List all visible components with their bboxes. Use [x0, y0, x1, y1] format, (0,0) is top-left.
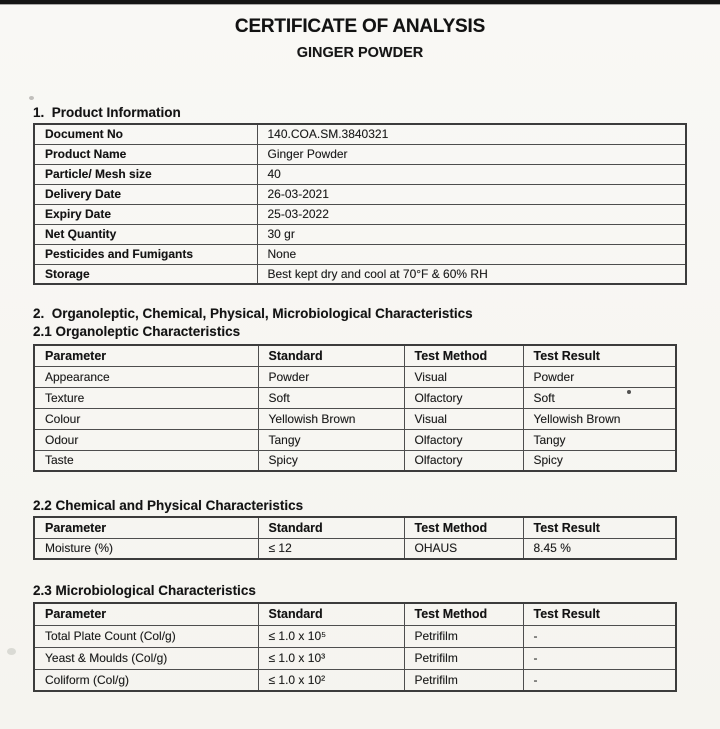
table-cell: Olfactory: [404, 450, 523, 471]
table-cell: Storage: [34, 264, 257, 284]
section-heading-product-information: 1. Product Information: [33, 105, 181, 120]
table-cell: Yeast & Moulds (Col/g): [34, 647, 258, 669]
table-cell: Spicy: [523, 450, 676, 471]
table-cell: 26-03-2021: [257, 184, 686, 204]
chemical-physical-characteristics-table: [33, 516, 677, 560]
table-cell: Tangy: [258, 429, 404, 450]
document-subtitle: GINGER POWDER: [296, 45, 424, 61]
organoleptic-characteristics-table: [33, 344, 677, 472]
column-header-test-result: Test Result: [523, 345, 676, 366]
column-header-standard: Standard: [258, 603, 404, 625]
table-cell: Visual: [404, 408, 523, 429]
table-cell: Pesticides and Fumigants: [34, 244, 257, 264]
table-cell: Powder: [523, 366, 676, 387]
table-cell: Taste: [34, 450, 258, 471]
table-row: [34, 164, 686, 184]
table-cell: Texture: [34, 387, 258, 408]
table-cell: Total Plate Count (Col/g): [34, 625, 258, 647]
table-cell: Soft: [258, 387, 404, 408]
column-header-standard: Standard: [258, 517, 404, 538]
table-cell: ≤ 12: [258, 538, 404, 559]
table-row: [34, 366, 676, 387]
table-cell: Olfactory: [404, 387, 523, 408]
table-cell: Odour: [34, 429, 258, 450]
table-cell: -: [523, 625, 676, 647]
column-header-standard: Standard: [258, 345, 404, 366]
column-header-parameter: Parameter: [34, 345, 258, 366]
table-row: [34, 429, 676, 450]
table-cell: Best kept dry and cool at 70°F & 60% RH: [257, 264, 686, 284]
table-cell: Tangy: [523, 429, 676, 450]
table-cell: Soft: [523, 387, 676, 408]
table-row: [34, 124, 686, 144]
table-cell: Colour: [34, 408, 258, 429]
table-cell: ≤ 1.0 x 10⁵: [258, 625, 404, 647]
table-cell: Expiry Date: [34, 204, 257, 224]
table-header-row: [34, 603, 676, 625]
column-header-test-result: Test Result: [523, 603, 676, 625]
table-row: [34, 144, 686, 164]
product-information-table: [33, 123, 687, 285]
table-cell: Yellowish Brown: [258, 408, 404, 429]
table-cell: Product Name: [34, 144, 257, 164]
section-heading-organoleptic: 2.1 Organoleptic Characteristics: [33, 324, 241, 339]
table-cell: ≤ 1.0 x 10²: [258, 669, 404, 691]
scan-speck: [627, 390, 631, 394]
table-row: [34, 224, 686, 244]
table-cell: Olfactory: [404, 429, 523, 450]
table-row: [34, 450, 676, 471]
table-cell: Petrifilm: [404, 625, 523, 647]
table-cell: Coliform (Col/g): [34, 669, 258, 691]
table-row: [34, 184, 686, 204]
table-cell: Moisture (%): [34, 538, 258, 559]
table-row: [34, 647, 676, 669]
scan-speck: [29, 96, 34, 100]
table-row: [34, 204, 686, 224]
column-header-parameter: Parameter: [34, 603, 258, 625]
table-row: [34, 408, 676, 429]
table-row: [34, 244, 686, 264]
scan-artifact-top-edge: [0, 0, 720, 4]
table-cell: Petrifilm: [404, 647, 523, 669]
scan-speck: [7, 648, 16, 655]
table-cell: 140.COA.SM.3840321: [257, 124, 686, 144]
table-header-row: [34, 517, 676, 538]
table-cell: Visual: [404, 366, 523, 387]
table-cell: 30 gr: [257, 224, 686, 244]
table-cell: Appearance: [34, 366, 258, 387]
table-cell: ≤ 1.0 x 10³: [258, 647, 404, 669]
section-heading-chemical-physical: 2.2 Chemical and Physical Characteristics: [33, 498, 304, 513]
table-cell: OHAUS: [404, 538, 523, 559]
table-row: [34, 669, 676, 691]
column-header-test-result: Test Result: [523, 517, 676, 538]
table-cell: Document No: [34, 124, 257, 144]
section-heading-microbiological: 2.3 Microbiological Characteristics: [33, 583, 256, 598]
table-cell: -: [523, 669, 676, 691]
table-cell: Yellowish Brown: [523, 408, 676, 429]
column-header-test-method: Test Method: [404, 517, 523, 538]
table-cell: Spicy: [258, 450, 404, 471]
column-header-parameter: Parameter: [34, 517, 258, 538]
table-cell: 40: [257, 164, 686, 184]
table-cell: 8.45 %: [523, 538, 676, 559]
microbiological-characteristics-table: [33, 602, 677, 692]
table-cell: 25-03-2022: [257, 204, 686, 224]
column-header-test-method: Test Method: [404, 345, 523, 366]
table-cell: Delivery Date: [34, 184, 257, 204]
table-cell: Petrifilm: [404, 669, 523, 691]
section-heading-characteristics: 2. Organoleptic, Chemical, Physical, Microbiological Characteristics: [33, 306, 473, 321]
table-row: [34, 387, 676, 408]
table-row: [34, 538, 676, 559]
table-header-row: [34, 345, 676, 366]
table-cell: -: [523, 647, 676, 669]
table-cell: Ginger Powder: [257, 144, 686, 164]
table-cell: None: [257, 244, 686, 264]
table-row: [34, 264, 686, 284]
table-row: [34, 625, 676, 647]
table-cell: Net Quantity: [34, 224, 257, 244]
column-header-test-method: Test Method: [404, 603, 523, 625]
document-title: CERTIFICATE OF ANALYSIS: [234, 16, 486, 37]
document-body: [33, 104, 693, 692]
table-cell: Particle/ Mesh size: [34, 164, 257, 184]
table-cell: Powder: [258, 366, 404, 387]
